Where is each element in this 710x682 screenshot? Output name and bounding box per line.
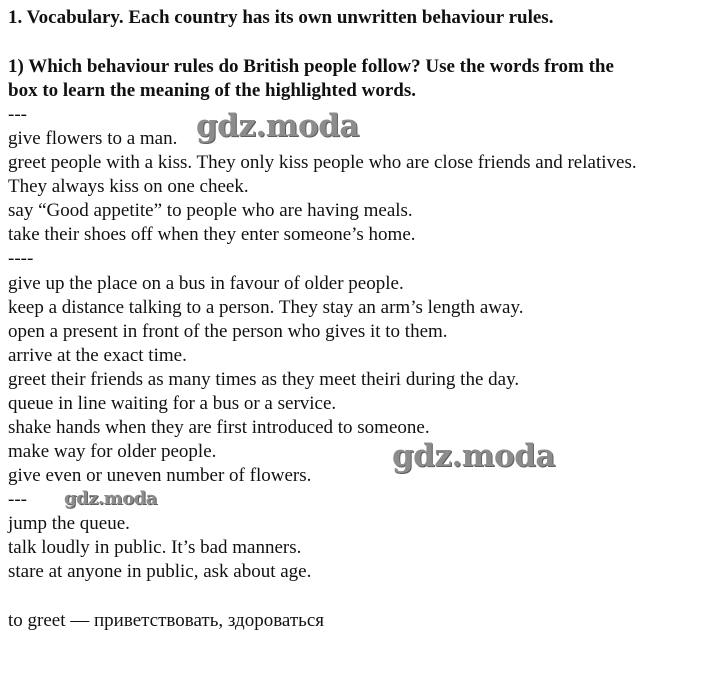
list-item: greet their friends as many times as they meet theiri during the day. [8, 369, 520, 390]
list-item: jump the queue. [8, 513, 130, 534]
list-item: greet people with a kiss. They only kiss people who are close friends and relatives. [8, 152, 637, 173]
list-item: stare at anyone in public, ask about age. [8, 561, 312, 582]
list-item: keep a distance talking to a person. They stay an arm’s length away. [8, 297, 524, 318]
list-item: take their shoes off when they enter someone’s home. [8, 224, 416, 245]
list-item: They always kiss on one cheek. [8, 176, 249, 197]
list-item: talk loudly in public. It’s bad manners. [8, 537, 302, 558]
watermark-logo: gdz.moda [64, 488, 157, 509]
exercise-heading: 1. Vocabulary. Each country has its own unwritten behaviour rules. [8, 7, 554, 28]
list-item: say “Good appetite” to people who are having meals. [8, 200, 413, 221]
list-item: give flowers to a man. [8, 128, 178, 149]
list-item: queue in line waiting for a bus or a service. [8, 393, 337, 414]
list-item: give even or uneven number of flowers. [8, 465, 312, 486]
list-item: open a present in front of the person who gives it to them. [8, 321, 448, 342]
watermark-logo: gdz.moda [392, 438, 555, 474]
list-item: arrive at the exact time. [8, 345, 187, 366]
separator-2: ---- [8, 248, 34, 269]
list-item: make way for older people. [8, 441, 217, 462]
list-item: shake hands when they are first introduced to someone. [8, 417, 430, 438]
task-line-2: box to learn the meaning of the highlighted words. [8, 80, 416, 101]
list-item: give up the place on a bus in favour of older people. [8, 273, 404, 294]
separator-1: --- [8, 104, 27, 125]
watermark-logo: gdz.moda [196, 108, 359, 144]
separator-3: --- [8, 489, 27, 510]
task-line-1: 1) Which behaviour rules do British people follow? Use the words from the [8, 56, 614, 77]
translation-line: to greet — приветствовать, здороваться [8, 610, 325, 631]
